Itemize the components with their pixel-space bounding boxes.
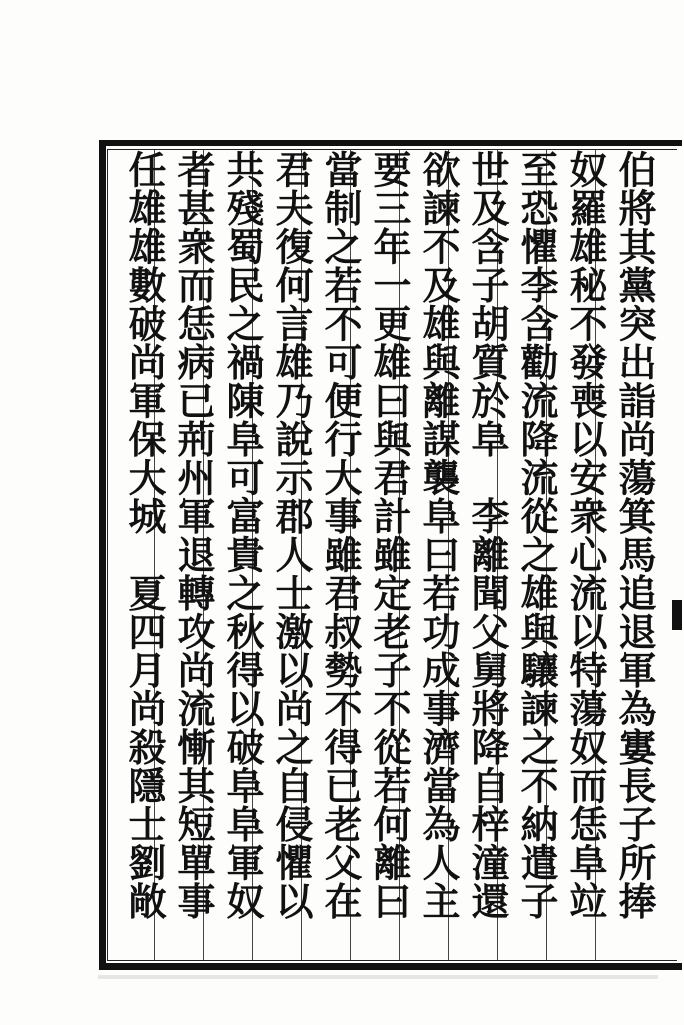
text-column-11: 任雄雄數破尚軍保大城 夏四月尚殺隱士劉敞 bbox=[122, 150, 167, 920]
text-column-3: 至恐懼李含勸流降流從之雄與驤諫之不納遣子 bbox=[514, 150, 559, 920]
text-column-1: 伯將其黨突出詣尚蕩箕馬追退軍為寠長子所捧 bbox=[612, 150, 657, 920]
edge-mark-bottom bbox=[666, 963, 682, 970]
text-column-8: 君夫復何言雄乃說示郡人士激以尚之自侵懼以 bbox=[269, 150, 314, 920]
binding-edge bbox=[664, 140, 684, 970]
text-column-7: 當制之若不可便行大事雖君叔勢不得已老父在 bbox=[318, 150, 363, 920]
text-column-6: 要三年一更雄曰與君計雖定老子不從若何離曰 bbox=[367, 150, 412, 920]
print-smear bbox=[98, 975, 658, 979]
edge-mark-middle bbox=[672, 600, 682, 630]
text-column-4: 世及含子胡質於阜 李離聞父舅將降自梓潼還 bbox=[465, 150, 510, 920]
text-column-5: 欲諫不及雄與離謀襲阜曰若功成事濟當為人主 bbox=[416, 150, 461, 920]
text-column-10: 者甚衆而恁病已荊州軍退轉攻尚流慚其短單事 bbox=[171, 150, 216, 920]
text-column-9: 共殘蜀民之禍陳阜可富貴之秋得以破阜阜軍奴 bbox=[220, 150, 265, 920]
text-column-2: 奴羅雄秘不發喪以安衆心流以特蕩奴而恁阜竝 bbox=[563, 150, 608, 920]
edge-mark-top bbox=[666, 140, 682, 146]
